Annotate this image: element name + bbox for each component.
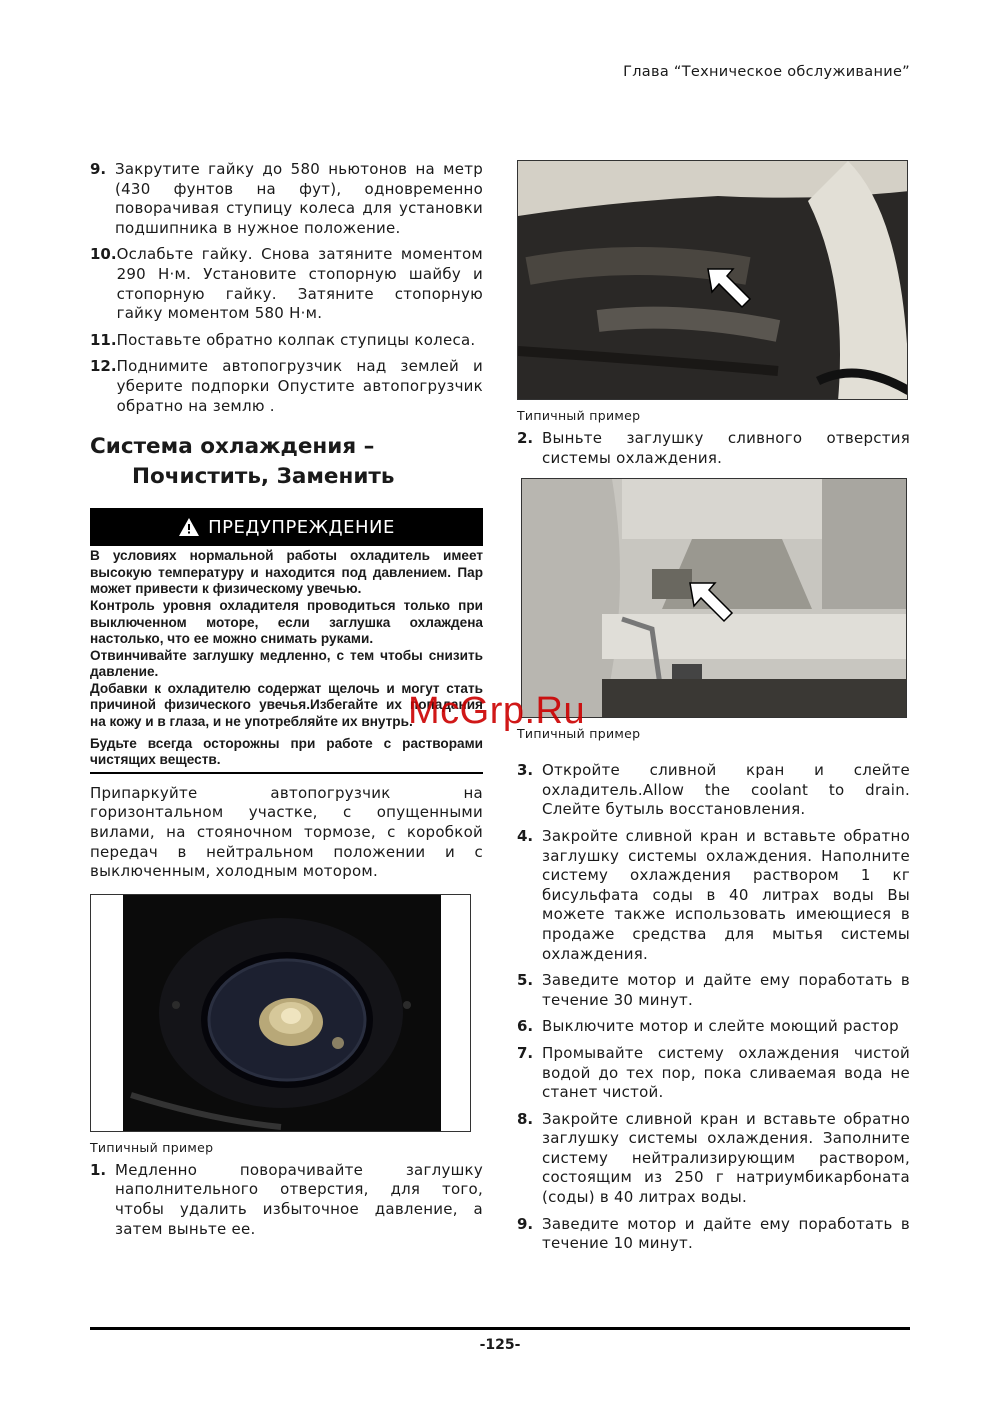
radiator-cap-illustration bbox=[91, 895, 471, 1132]
step-text: Заведите мотор и дайте ему поработать в течение 30 минут. bbox=[542, 971, 910, 1009]
step-8-right bbox=[517, 1110, 910, 1208]
section-title-line1: Система охлаждения – bbox=[90, 434, 375, 460]
step-number: 5. bbox=[517, 971, 534, 990]
step-number: 10. bbox=[90, 245, 117, 264]
step-number: 7. bbox=[517, 1043, 534, 1062]
step-6-right bbox=[517, 1017, 910, 1037]
step-text: Промывайте систему охлаждения чистой водой до тех пор, пока сливаемая вода не станет чистой. bbox=[542, 1043, 910, 1102]
step-3-right bbox=[517, 761, 910, 820]
warning-triangle-icon bbox=[178, 517, 200, 537]
warning-paragraph: Контроль уровня охладителя проводиться только при выключенном моторе, если заглушка охлаждена настолько, что ее можно снимать руками. bbox=[90, 597, 483, 647]
step-1-left bbox=[90, 1161, 483, 1239]
chapter-header: Глава “Техническое обслуживание” bbox=[623, 64, 910, 80]
step-text: Закройте сливной кран и вставьте обратно заглушку системы охлаждения. Наполните систему охлаждения раствором 1 кг бисульфата соды в 40 литрах воды Вы можете также использовать имеющиеся в продаже средства для мытья системы охлаждения. bbox=[542, 826, 910, 963]
step-number: 6. bbox=[517, 1017, 534, 1036]
photo-caption: Типичный пример bbox=[90, 1139, 214, 1155]
footer-divider bbox=[90, 1327, 910, 1330]
section-title bbox=[90, 432, 483, 492]
photo-caption: Типичный пример bbox=[517, 408, 641, 423]
warning-paragraph: Отвинчивайте заглушку медленно, с тем чтобы снизить давление. bbox=[90, 647, 483, 680]
warning-paragraph: В условиях нормальной работы охладитель имеет высокую температуру и находится под давлением. Пар может привести к физическому увечью. bbox=[90, 548, 483, 597]
step-12-left bbox=[90, 357, 483, 416]
watermark: McGrp.Ru bbox=[408, 690, 586, 732]
warning-body bbox=[90, 546, 483, 774]
step-text: Выключите мотор и слейте моющий растор bbox=[542, 1017, 899, 1036]
hose-illustration bbox=[518, 161, 908, 400]
step-4-right bbox=[517, 827, 910, 964]
step-text: Медленно поворачивайте заглушку наполнительного отверстия, для того, чтобы удалить избыточное давление, а затем выньте ее. bbox=[115, 1160, 483, 1238]
warning-label: ПРЕДУПРЕЖДЕНИЕ bbox=[208, 516, 395, 538]
step-text: Откройте сливной кран и слейте охладитель.Allow the coolant to drain. Слейте бутыль восстановления. bbox=[542, 761, 910, 819]
step-11-left bbox=[90, 331, 483, 351]
step-9-left bbox=[90, 160, 483, 238]
step-number: 1. bbox=[90, 1160, 107, 1179]
step-10-left bbox=[90, 245, 483, 323]
step-number: 9. bbox=[90, 160, 107, 178]
radiator-cap-photo bbox=[90, 894, 471, 1132]
step-text: Поставьте обратно колпак ступицы колеса. bbox=[116, 330, 476, 349]
step-text: Выньте заглушку сливного отверстия системы охлаждения. bbox=[542, 429, 910, 467]
step-text: Закройте сливной кран и вставьте обратно заглушку системы охлаждения. Заполните систему нейтрализирующим раствором, состоящим из 250 г натриумбикарбоната (соды) в 40 литрах воды. bbox=[542, 1109, 910, 1207]
step-number: 11. bbox=[90, 330, 117, 349]
warning-header bbox=[90, 508, 483, 546]
step-number: 4. bbox=[517, 826, 534, 845]
step-7-right bbox=[517, 1044, 910, 1103]
step-number: 8. bbox=[517, 1109, 534, 1128]
warning-paragraph: Добавки к охладителю содержат щелочь и могут стать причиной физического увечья.Избегайте их попадания на кожу и в глаза, и не употребляйте их внутрь. bbox=[90, 680, 483, 730]
drain-plug-illustration bbox=[522, 479, 907, 718]
warning-box bbox=[90, 508, 483, 774]
step-number: 9. bbox=[517, 1214, 534, 1233]
step-text: Поднимите автопогрузчик над землей и уберите подпорки Опустите автопогрузчик обратно на землю . bbox=[116, 357, 483, 415]
step-number: 3. bbox=[517, 761, 534, 780]
step-text: Закрутите гайку до 580 ньютонов на метр (430 фунтов на фут), одновременно поворачивая ступицу колеса для установки подшипника в нужное положение. bbox=[115, 160, 483, 237]
drain-plug-photo bbox=[521, 478, 907, 718]
step-2-right bbox=[517, 429, 910, 468]
step-text: Заведите мотор и дайте ему поработать в течение 10 минут. bbox=[542, 1214, 910, 1253]
hose-photo bbox=[517, 160, 908, 400]
step-5-right bbox=[517, 971, 910, 1010]
page-number: -125- bbox=[479, 1337, 521, 1353]
step-number: 12. bbox=[90, 357, 117, 376]
photo-caption: Типичный пример bbox=[517, 726, 641, 742]
intro-paragraph: Припаркуйте автопогрузчик на горизонтальном участке, с опущенными вилами, на стояночном тормозе, с коробкой передач в нейтральном положении и с выключенным, холодным мотором. bbox=[90, 783, 483, 881]
step-text: Ослабьте гайку. Снова затяните моментом 290 Н·м. Установите стопорную шайбу и стопорную гайку. Затяните стопорную гайку моментом 580 Н·м. bbox=[116, 245, 483, 323]
step-9-right bbox=[517, 1215, 910, 1254]
step-number: 2. bbox=[517, 429, 534, 447]
warning-paragraph: Будьте всегда осторожны при работе с растворами чистящих веществ. bbox=[90, 735, 483, 768]
section-title-line2: Почистить, Заменить bbox=[132, 464, 395, 490]
